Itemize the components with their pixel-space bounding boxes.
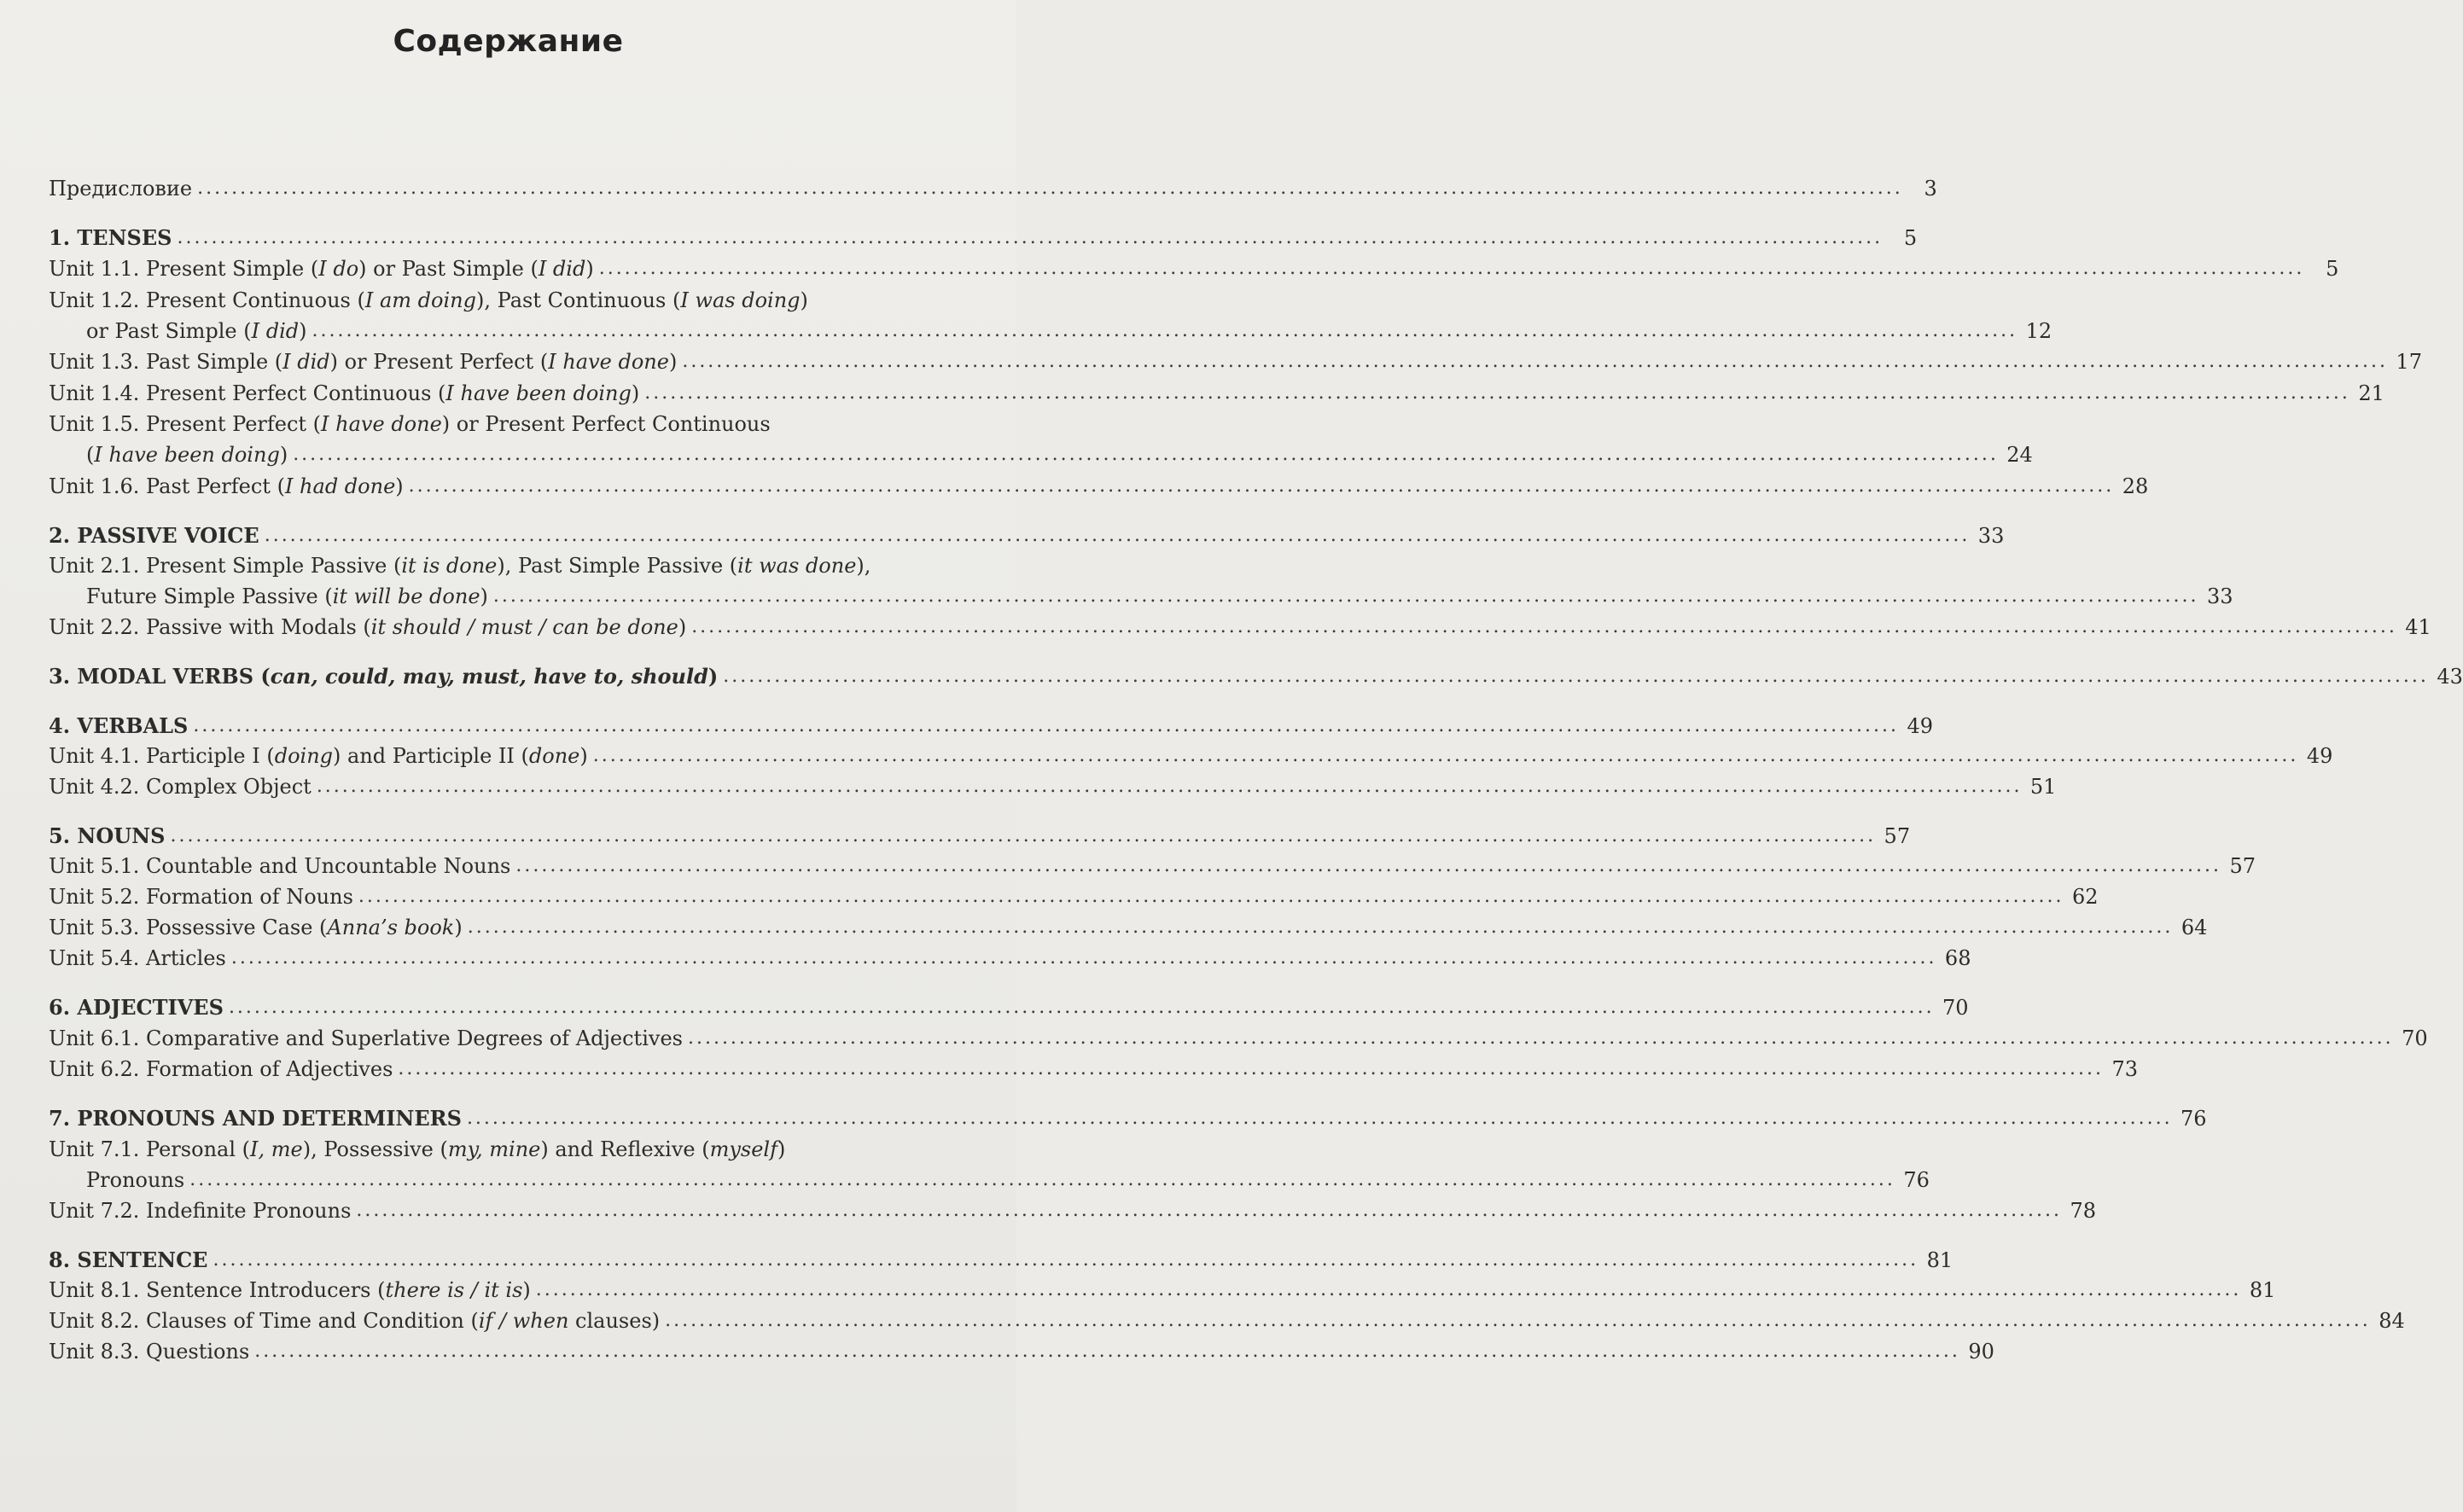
dot-leader: ........................................................................................................................................................................................................ [230,947,1937,968]
toc-page-number: 90 [1968,1340,1994,1364]
dot-leader: ........................................................................................................................................................................................................ [193,715,1900,736]
dot-leader: ........................................................................................................................................................................................................ [170,825,1877,846]
toc-section [49,224,1918,252]
dot-leader: ........................................................................................................................................................................................................ [691,616,2397,637]
toc-entry [49,852,2256,880]
toc-page-number: 5 [2326,257,2339,281]
dot-leader: ........................................................................................................................................................................................................ [592,745,2299,766]
toc-entry-label: Unit 2.1. Present Simple Passive (it is done), Past Simple Passive (it was done), [49,554,871,578]
toc-entry [49,1307,2405,1335]
toc-page-number: 57 [1884,824,1911,848]
toc-entry-label: Unit 1.6. Past Perfect (I had done) [49,474,404,498]
toc-entry-label: Unit 8.2. Clauses of Time and Condition (if / when clauses) [49,1309,661,1333]
toc-section [49,1105,2207,1132]
dot-leader: ........................................................................................................................................................................................................ [398,1058,2105,1079]
toc-entry-label: 6. ADJECTIVES [49,995,224,1020]
toc-page-number: 33 [1977,524,2005,548]
toc-page-number: 70 [1942,996,1969,1020]
dot-leader: ........................................................................................................................................................................................................ [293,444,1999,465]
toc-entry [49,175,1937,202]
toc-entry-label: Unit 8.1. Sentence Introducers (there is / it is) [49,1278,531,1302]
toc-entry-label: Unit 8.3. Questions [49,1340,250,1364]
toc-entry-label: (I have been doing) [86,443,288,467]
toc-entry [49,773,2057,800]
toc-entry-label: Future Simple Passive (it will be done) [86,584,488,608]
toc-entry [49,410,969,438]
toc-page-number: 81 [2249,1278,2276,1302]
dot-leader: ........................................................................................................................................................................................................ [665,1310,2371,1331]
toc-entry [49,1338,1994,1365]
toc-section [49,522,2005,550]
toc-page-number: 81 [1926,1248,1954,1272]
toc-entry-label: 1. TENSES [49,225,172,250]
toc-entry-label: 5. NOUNS [49,823,166,848]
toc-entry [49,287,969,314]
toc-page-number: 78 [2070,1199,2097,1223]
toc-entry-label: Unit 5.2. Formation of Nouns [49,885,353,909]
toc-page-number: 3 [1924,177,1937,201]
toc-entry-label: Unit 4.2. Complex Object [49,775,312,799]
dot-leader: ........................................................................................................................................................................................................ [682,351,2388,372]
toc-page-number: 84 [2379,1309,2405,1333]
dot-leader: ........................................................................................................................................................................................................ [254,1340,1960,1362]
toc-entry [49,583,2233,610]
toc-entry-label: Unit 1.5. Present Perfect (I have done) or Present Perfect Continuous [49,412,771,436]
toc-page-number: 68 [1944,946,1971,970]
dot-leader: ........................................................................................................................................................................................................ [535,1279,2242,1300]
toc-section [49,994,1969,1021]
dot-leader: ........................................................................................................................................................................................................ [408,475,2115,497]
dot-leader: ........................................................................................................................................................................................................ [177,227,1884,248]
dot-leader: ........................................................................................................................................................................................................ [644,382,2350,404]
toc-entry-label: 8. SENTENCE [49,1247,208,1272]
toc-entry-label: Unit 6.1. Comparative and Superlative Degrees of Adjectives [49,1026,683,1050]
dot-leader: ........................................................................................................................................................................................................ [189,1169,1895,1190]
dot-leader: ........................................................................................................................................................................................................ [492,585,2199,607]
toc-entry [49,1166,1930,1194]
toc-entry-label: Unit 5.3. Possessive Case (Anna’s book) [49,916,463,939]
toc-page-number: 28 [2122,474,2149,498]
toc-page-number: 21 [2358,381,2384,405]
dot-leader: ........................................................................................................................................................................................................ [687,1027,2394,1049]
toc-entry [49,614,2431,641]
toc-entry-label: Unit 4.1. Participle I (doing) and Participle II (done) [49,744,588,768]
toc-page-number: 76 [1903,1168,1930,1192]
toc-entry-label: 4. VERBALS [49,713,189,738]
dot-leader: ........................................................................................................................................................................................................ [723,666,2429,687]
toc-entry [49,552,969,579]
toc-page-number: 73 [2111,1057,2139,1081]
toc-entry-label: Pronouns [86,1168,185,1192]
dot-leader: ........................................................................................................................................................................................................ [312,320,2018,341]
toc-entry [49,441,2033,468]
toc-page-number: 49 [1907,714,1934,738]
toc-entry [49,348,2422,375]
dot-leader: ........................................................................................................................................................................................................ [358,886,2064,907]
toc-entry-label: Unit 5.1. Countable and Uncountable Nouns [49,854,511,878]
toc-page-number: 64 [2181,916,2208,939]
toc-page-number: 62 [2071,885,2099,909]
toc-entry [49,914,2208,941]
toc-section [49,712,1934,740]
toc-page-number: 17 [2396,350,2422,374]
dot-leader: ........................................................................................................................................................................................................ [264,525,1971,546]
toc-page-number: 5 [1903,226,1918,250]
toc-entry [49,945,1971,972]
toc-page-number: 51 [2029,775,2057,799]
toc-page-number: 33 [2207,584,2233,608]
toc-page-number: 24 [2006,443,2033,467]
toc-entry-label: 3. MODAL VERBS (can, could, may, must, have to, should) [49,664,719,689]
toc-entry-label: 7. PRONOUNS AND DETERMINERS [49,1106,462,1131]
toc-entry-label: Unit 6.2. Formation of Adjectives [49,1057,393,1081]
toc-entry [49,1276,2276,1304]
toc-entry-label: Unit 7.2. Indefinite Pronouns [49,1199,352,1223]
toc-entry-label: 2. PASSIVE VOICE [49,523,259,548]
dot-leader: ........................................................................................................................................................................................................ [213,1249,1919,1271]
toc-entry [49,883,2099,910]
toc-page-number: 12 [2025,319,2052,343]
toc-entry [49,1197,2097,1224]
dot-leader: ........................................................................................................................................................................................................ [316,776,2023,797]
toc-page-number: 70 [2402,1026,2428,1050]
toc-page-number: 41 [2405,615,2431,639]
toc-entry [49,317,2052,345]
dot-leader: ........................................................................................................................................................................................................ [466,1108,2173,1129]
toc-entry-label: Unit 1.4. Present Perfect Continuous (I have been doing) [49,381,640,405]
toc-page-number: 57 [2229,854,2256,878]
toc-entry-label: Unit 2.2. Passive with Modals (it should / must / can be done) [49,615,687,639]
dot-leader: ........................................................................................................................................................................................................ [598,258,2305,279]
page-title: Содержание [393,24,624,59]
dot-leader: ........................................................................................................................................................................................................ [467,916,2174,938]
toc-page-number: 43 [2437,665,2463,689]
toc-entry [49,742,2333,770]
toc-section [49,663,2463,690]
toc-entry [49,1025,2428,1052]
toc-entry [49,380,2384,407]
toc-entry-label: Unit 5.4. Articles [49,946,226,970]
toc-page-number: 76 [2181,1107,2207,1131]
toc-section [49,1247,1954,1274]
toc-entry-label: Unit 1.2. Present Continuous (I am doing), Past Continuous (I was doing) [49,288,808,312]
toc-entry [49,1055,2139,1083]
dot-leader: ........................................................................................................................................................................................................ [197,177,1903,199]
toc-entry-label: or Past Simple (I did) [86,319,307,343]
toc-entry-label: Предисловие [49,177,193,201]
toc-entry [49,255,2339,282]
toc-section [49,823,1911,850]
toc-entry-label: Unit 1.1. Present Simple (I do) or Past Simple (I did) [49,257,594,281]
dot-leader: ........................................................................................................................................................................................................ [515,855,2221,876]
dot-leader: ........................................................................................................................................................................................................ [228,997,1935,1018]
toc-entry [49,1136,969,1163]
toc-page-number: 49 [2306,744,2333,768]
toc-entry-label: Unit 7.1. Personal (I, me), Possessive (my, mine) and Reflexive (myself) [49,1137,786,1161]
toc-entry-label: Unit 1.3. Past Simple (I did) or Present Perfect (I have done) [49,350,678,374]
dot-leader: ........................................................................................................................................................................................................ [356,1200,2063,1221]
toc-entry [49,473,2149,500]
